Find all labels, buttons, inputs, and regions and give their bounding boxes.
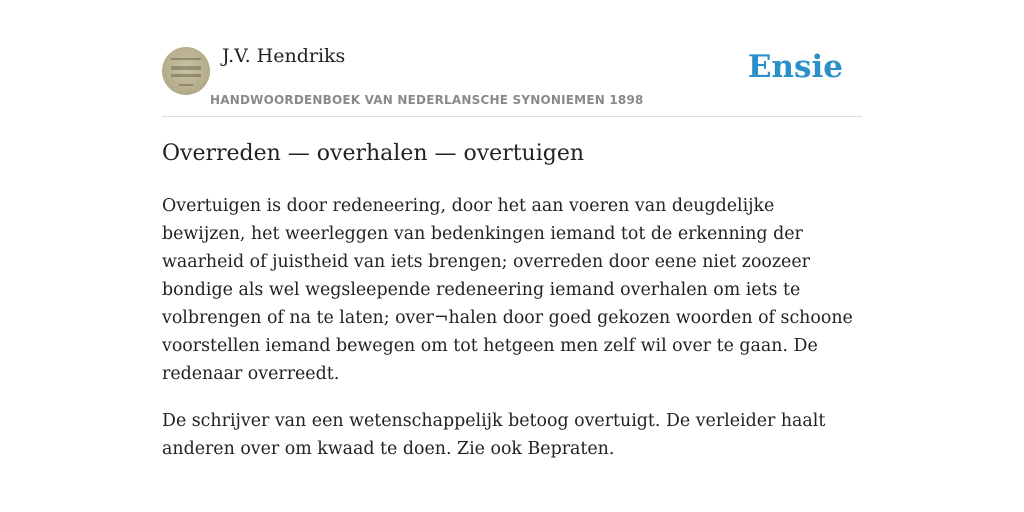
article — [162, 138, 862, 463]
avatar-cover-line — [179, 84, 193, 86]
article-paragraph: De schrijver van een wetenschappelijk betoog overtuigt. De verleider haalt anderen over om kwaad te doen. Zie ook Bepraten. — [162, 411, 826, 459]
source-title[interactable]: HANDWOORDENBOEK VAN NEDERLANSCHE SYNONIEMEN 1898 — [210, 93, 644, 107]
avatar-cover-line — [171, 66, 201, 70]
article-paragraph: Overtuigen is door redeneering, door het aan voeren van deugdelijke bewijzen, het weerleggen van bedenkingen iemand tot de erkenning der waarheid of juistheid van iets brengen; overreden door eene niet zoozeer bondige als wel wegsleepende redeneering iemand overhalen om iets te volbrengen of na te laten; over¬halen door goed gekozen woorden of schoone voorstellen iemand bewegen om tot hetgeen men zelf wil over te gaan. De redenaar overreedt. — [162, 196, 853, 384]
author-name[interactable]: J.V. Hendriks — [222, 45, 346, 67]
article-title: Overreden — overhalen — overtuigen — [162, 141, 585, 166]
avatar-cover-line — [171, 74, 201, 77]
brand-logo[interactable]: Ensie — [747, 49, 843, 85]
author-avatar[interactable] — [162, 47, 210, 95]
header — [162, 40, 862, 117]
avatar-cover-line — [171, 58, 201, 60]
